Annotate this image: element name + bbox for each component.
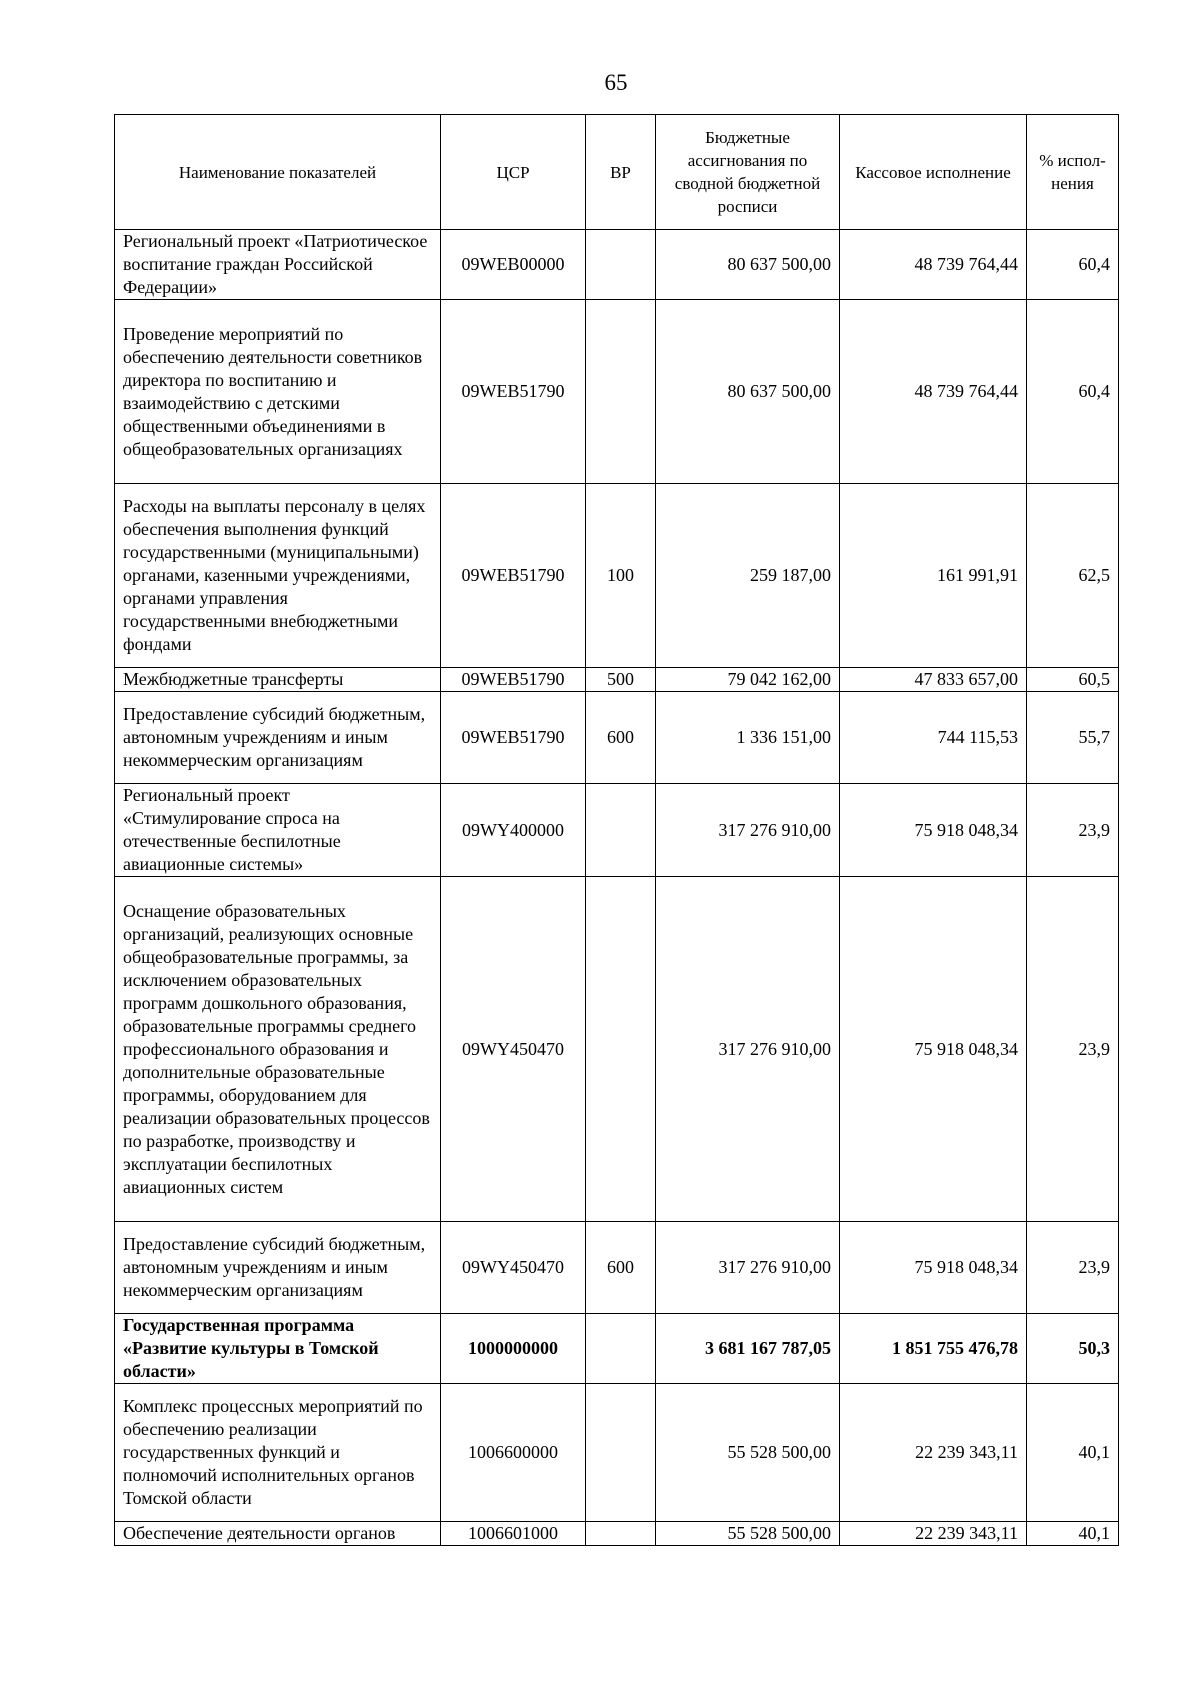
row-vr: [586, 1384, 656, 1522]
row-name: Государственная программа «Развитие культуры в Томской области»: [115, 1314, 441, 1384]
row-vr: [586, 300, 656, 484]
row-name: Предоставление субсидий бюджетным, автономным учреждениям и иным некоммерческим организациям: [115, 692, 441, 784]
table-row: [115, 300, 1119, 484]
row-percent: 23,9: [1027, 784, 1119, 877]
row-vr: [586, 877, 656, 1222]
budget-table: [114, 114, 1119, 1546]
row-vr: 100: [586, 484, 656, 668]
row-csr: 09WY400000: [441, 784, 586, 877]
table-row: [115, 1522, 1119, 1546]
row-cash: 22 239 343,11: [840, 1384, 1027, 1522]
row-cash: 48 739 764,44: [840, 230, 1027, 300]
row-csr: 09WEB51790: [441, 692, 586, 784]
table-row: [115, 484, 1119, 668]
row-csr: 1006600000: [441, 1384, 586, 1522]
row-percent: 60,4: [1027, 230, 1119, 300]
table-row: [115, 668, 1119, 692]
row-percent: 50,3: [1027, 1314, 1119, 1384]
row-cash: 75 918 048,34: [840, 784, 1027, 877]
table-row: [115, 692, 1119, 784]
row-budget: 317 276 910,00: [656, 1222, 840, 1314]
row-cash: 75 918 048,34: [840, 1222, 1027, 1314]
row-percent: 23,9: [1027, 877, 1119, 1222]
row-budget: 55 528 500,00: [656, 1384, 840, 1522]
row-cash: 48 739 764,44: [840, 300, 1027, 484]
header-name: Наименование показателей: [115, 115, 441, 230]
row-csr: 09WY450470: [441, 877, 586, 1222]
row-percent: 40,1: [1027, 1522, 1119, 1546]
table-row: [115, 877, 1119, 1222]
row-cash: 75 918 048,34: [840, 877, 1027, 1222]
table-row-program: [115, 1314, 1119, 1384]
header-vr: ВР: [586, 115, 656, 230]
row-vr: 600: [586, 692, 656, 784]
page-number: 65: [604, 70, 628, 95]
row-budget: 317 276 910,00: [656, 784, 840, 877]
row-percent: 55,7: [1027, 692, 1119, 784]
row-budget: 79 042 162,00: [656, 668, 840, 692]
row-csr: 09WEB51790: [441, 668, 586, 692]
row-vr: [586, 784, 656, 877]
row-cash: 22 239 343,11: [840, 1522, 1027, 1546]
table-row: [115, 1222, 1119, 1314]
row-vr: [586, 1522, 656, 1546]
row-budget: 259 187,00: [656, 484, 840, 668]
row-csr: 1000000000: [441, 1314, 586, 1384]
header-csr: ЦСР: [441, 115, 586, 230]
row-budget: 317 276 910,00: [656, 877, 840, 1222]
row-vr: 600: [586, 1222, 656, 1314]
row-cash: 161 991,91: [840, 484, 1027, 668]
header-cash: Кассовое исполнение: [840, 115, 1027, 230]
row-budget: 3 681 167 787,05: [656, 1314, 840, 1384]
row-name: Комплекс процессных мероприятий по обеспечению реализации государственных функций и полномочий исполнительных органов Томской области: [115, 1384, 441, 1522]
row-percent: 40,1: [1027, 1384, 1119, 1522]
row-name: Оснащение образовательных организаций, реализующих основные общеобразовательные программы, за исключением образовательных программ дошкольного образования, образовательные программы среднего профессионального образования и дополнительные образовательные программы, оборудованием для реализации образовательных процессов по разработке, производству и эксплуатации беспилотных авиационных систем: [115, 877, 441, 1222]
row-cash: 744 115,53: [840, 692, 1027, 784]
row-budget: 1 336 151,00: [656, 692, 840, 784]
row-name: Обеспечение деятельности органов: [115, 1522, 441, 1546]
row-cash: 1 851 755 476,78: [840, 1314, 1027, 1384]
row-budget: 80 637 500,00: [656, 300, 840, 484]
row-budget: 80 637 500,00: [656, 230, 840, 300]
row-vr: [586, 1314, 656, 1384]
header-budget: Бюджетные ассигнования по сводной бюджетной росписи: [656, 115, 840, 230]
row-name: Региональный проект «Стимулирование спроса на отечественные беспилотные авиационные системы»: [115, 784, 441, 877]
row-name: Межбюджетные трансферты: [115, 668, 441, 692]
row-percent: 60,5: [1027, 668, 1119, 692]
row-name: Предоставление субсидий бюджетным, автономным учреждениям и иным некоммерческим организациям: [115, 1222, 441, 1314]
row-percent: 60,4: [1027, 300, 1119, 484]
row-vr: 500: [586, 668, 656, 692]
row-name: Расходы на выплаты персоналу в целях обеспечения выполнения функций государственными (муниципальными) органами, казенными учреждениями, органами управления государственными внебюджетными фондами: [115, 484, 441, 668]
row-percent: 62,5: [1027, 484, 1119, 668]
row-vr: [586, 230, 656, 300]
row-budget: 55 528 500,00: [656, 1522, 840, 1546]
row-name: Проведение мероприятий по обеспечению деятельности советников директора по воспитанию и взаимодействию с детскими общественными объединениями в общеобразовательных организациях: [115, 300, 441, 484]
row-percent: 23,9: [1027, 1222, 1119, 1314]
header-percent: % испол-нения: [1027, 115, 1119, 230]
row-csr: 09WEB51790: [441, 300, 586, 484]
table-header-row: [115, 115, 1119, 230]
row-csr: 09WEB51790: [441, 484, 586, 668]
table-row: [115, 1384, 1119, 1522]
row-csr: 1006601000: [441, 1522, 586, 1546]
row-name: Региональный проект «Патриотическое воспитание граждан Российской Федерации»: [115, 230, 441, 300]
row-csr: 09WY450470: [441, 1222, 586, 1314]
table-row: [115, 230, 1119, 300]
table-row: [115, 784, 1119, 877]
row-cash: 47 833 657,00: [840, 668, 1027, 692]
row-csr: 09WEB00000: [441, 230, 586, 300]
